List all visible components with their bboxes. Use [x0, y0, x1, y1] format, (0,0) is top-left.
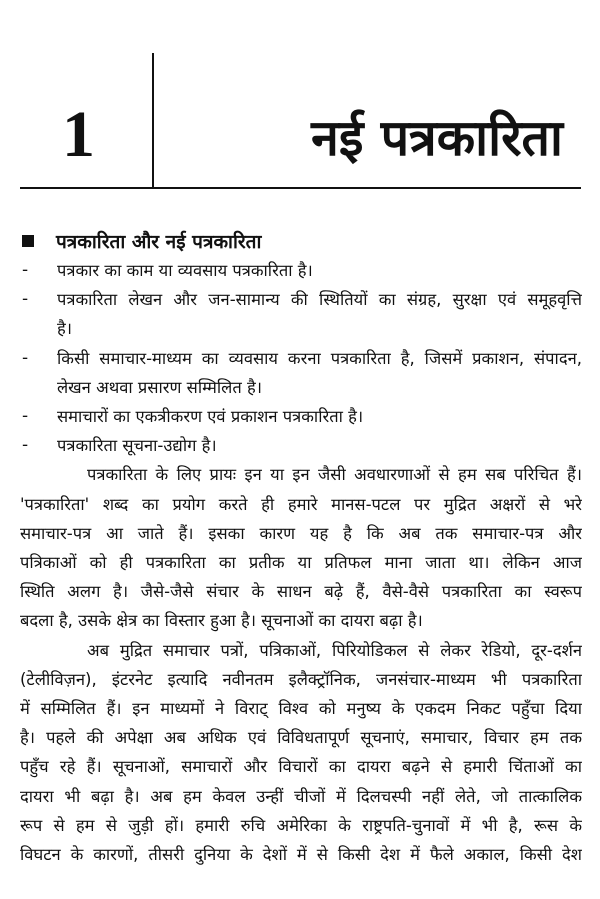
- bullet-dash: -: [22, 347, 29, 368]
- section-heading-row: [22, 228, 261, 256]
- bullet-line: लेखन अथवा प्रसारण सम्मिलित है।: [57, 377, 263, 397]
- bullet-line: पत्रकारिता लेखन और जन-सामान्य की स्थितियों का संग्रह, सुरक्षा एवं समूहवृत्ति: [57, 290, 582, 310]
- section-heading: पत्रकारिता और नई पत्रकारिता: [56, 231, 262, 253]
- paragraph-line: पत्रिकाओं को ही पत्रकारिता का प्रतीक या प्रतिफल माना जाता था। लेकिन आज: [20, 553, 582, 572]
- bullet-line: समाचारों का एकत्रीकरण एवं प्रकाशन पत्रकारिता है।: [57, 407, 364, 426]
- paragraph-line: अब मुद्रित समाचार पत्रों, पत्रिकाओं, पिरियोडिकल से लेकर रेडियो, दूर-दर्शन: [87, 640, 582, 660]
- chapter-number: 1: [62, 98, 95, 171]
- bullet-line: है।: [57, 319, 73, 339]
- bullet-dash: -: [22, 406, 29, 426]
- paragraph-line: विघटन के कारणों, तीसरी दुनिया के देशों में से किसी देश में फैले अकाल, किसी देश: [20, 845, 582, 864]
- paragraph-line: 'पत्रकारिता' शब्द का प्रयोग करते ही हमारे मानस-पटल पर मुद्रित अक्षरों से भरे: [20, 494, 582, 514]
- bullet-dash: -: [22, 435, 29, 456]
- chapter-title: नई पत्रकारिता: [311, 109, 563, 167]
- bullet-line: पत्रकार का काम या व्यवसाय पत्रकारिता है।: [57, 261, 313, 280]
- paragraph-line: समाचार-पत्र आ जाते हैं। इसका कारण यह है कि अब तक समाचार-पत्र और: [20, 523, 582, 543]
- paragraph-line: (टेलीविज़न), इंटरनेट इत्यादि नवीनतम इलैक्ट्रॉनिक, जनसंचार-माध्यम भी पत्रकारिता: [20, 669, 582, 689]
- square-bullet-icon: [22, 235, 34, 247]
- bullet-dash: -: [22, 260, 29, 280]
- paragraph-line: बदला है, उसके क्षेत्र का विस्तार हुआ है। सूचनाओं का दायरा बढ़ा है।: [20, 611, 423, 631]
- paragraph-line: स्थिति अलग है। जैसे-जैसे संचार के साधन बढ़े हैं, वैसे-वैसे पत्रकारिता का स्वरूप: [20, 582, 582, 602]
- paragraph-line: रूप से हम से जुड़ी हों। हमारी रुचि अमेरिका के राष्ट्रपति-चुनावों में भी है, रूस के: [20, 815, 582, 835]
- bullet-line: पत्रकारिता सूचना-उद्योग है।: [57, 436, 217, 456]
- paragraph-line: है। पहले की अपेक्षा अब अधिक एवं विविधतापूर्ण सूचनाएं, समाचार, विचार हम तक: [20, 728, 582, 748]
- bullet-dash: -: [22, 289, 29, 310]
- chapter-divider-vertical: [152, 53, 154, 189]
- paragraph-line: पहुँच रहे हैं। सूचनाओं, समाचारों और विचारों का दायरा बढ़ने से हमारी चिंताओं का: [20, 757, 582, 777]
- paragraph-line: में सम्मिलित हैं। इन माध्यमों ने विराट् विश्व को मनुष्य के एकदम निकट पहुँचा दिया: [20, 699, 582, 718]
- chapter-divider-horizontal: [20, 187, 581, 189]
- bullet-line: किसी समाचार-माध्यम का व्यवसाय करना पत्रकारिता है, जिसमें प्रकाशन, संपादन,: [57, 348, 582, 368]
- paragraph-line: पत्रकारिता के लिए प्रायः इन या इन जैसी अवधारणाओं से हम सब परिचित हैं।: [87, 465, 582, 485]
- paragraph-line: दायरा भी बढ़ा है। अब हम केवल उन्हीं चीजों में दिलचस्पी नहीं लेते, जो तात्कालिक: [20, 786, 582, 806]
